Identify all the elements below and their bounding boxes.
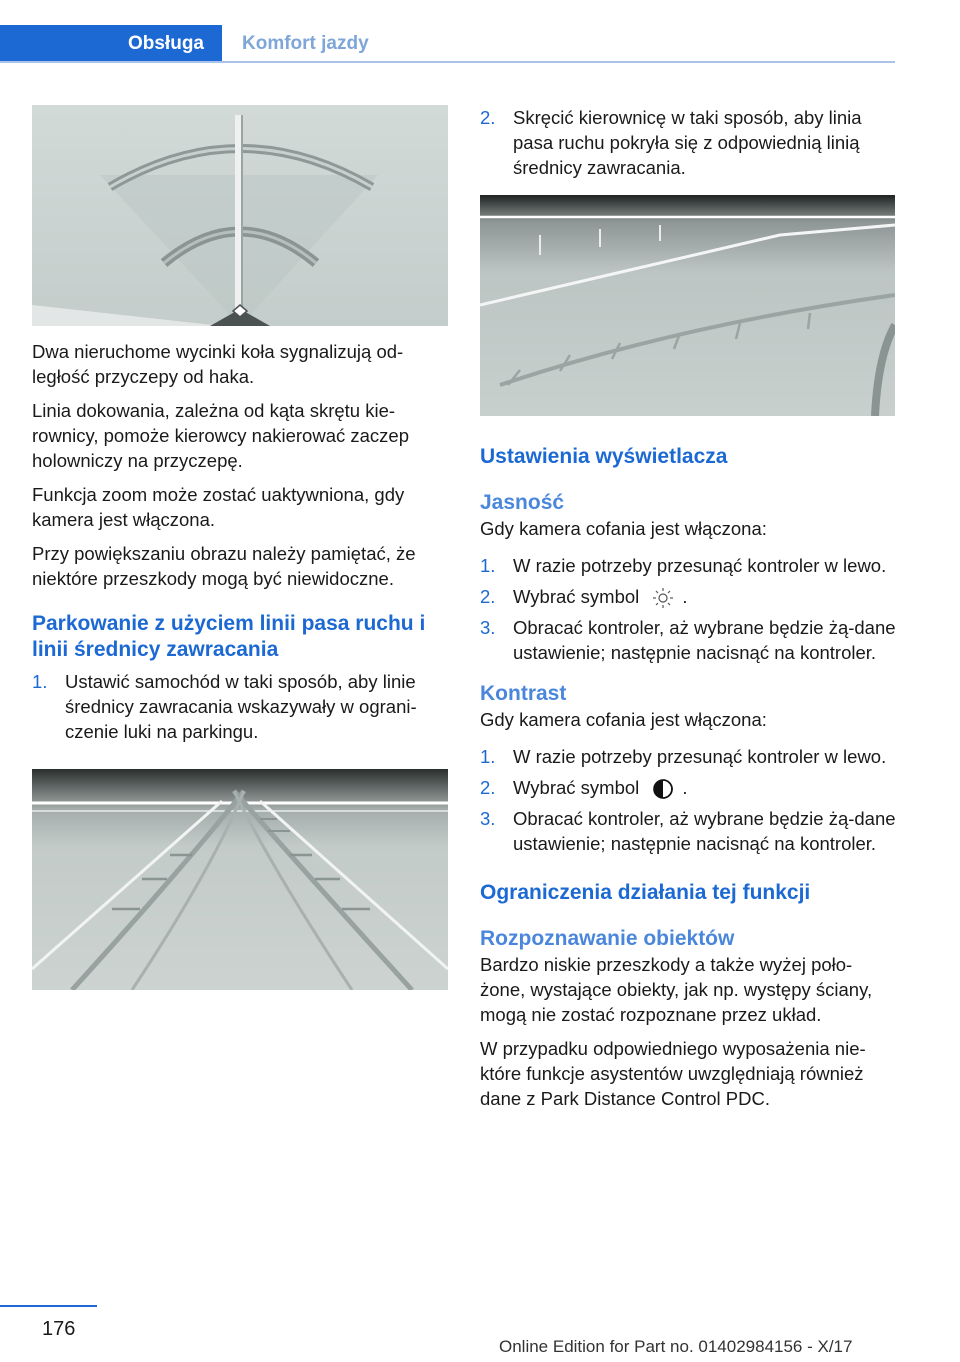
brightness-step-1: 1. W razie potrzeby przesunąć kontroler w lewo. [480,555,887,576]
heading-brightness: Jasność [480,491,565,514]
lane-line-figure [480,195,895,416]
paragraph-objects-1: Bardzo niskie przeszkody a także wyżej poło‐żone, wystające obiekty, jak np. występy ściany, mogą nie zostać rozpoznane przez układ. [480,954,873,1026]
paragraph-trailer-distance: Dwa nieruchome wycinki koła sygnalizują od‐ległość przyczepy od haka. [32,341,404,387]
edition-footer: Online Edition for Part no. 01402984156 - X/17 [499,1337,853,1356]
chapter-tabs [0,25,422,62]
heading-display-settings: Ustawienia wyświetlacza [480,445,728,468]
brightness-sun-icon [652,587,674,609]
hitch-sector-figure [32,105,448,326]
brightness-step-2: 2. Wybrać symbol . [480,584,896,609]
contrast-step-2: 2. Wybrać symbol . [480,775,896,800]
brightness-step-3: 3. Obracać kontroler, aż wybrane będzie żą‐dane ustawienie; następnie nacisnąć na kontroler. [480,617,896,664]
page-number: 176 [42,1318,76,1340]
list-item-step-1: 1. Ustawić samochód w taki sposób, aby linie średnicy zawracania wskazywały w ograni‐czenie luki na parkingu. [32,671,417,742]
right-step-2 [480,105,896,186]
paragraph-zoom: Funkcja zoom może zostać uaktywniona, gdy kamera jest włączona. [32,484,405,530]
turning-radius-figure [32,769,448,990]
paragraph-zoom-warning: Przy powiększaniu obrazu należy pamiętać, że niektóre przeszkody mogą być niewidoczne. [32,543,416,589]
brightness-intro: Gdy kamera cofania jest włączona: [480,518,767,539]
header-rule [0,61,895,63]
heading-object-detection: Rozpoznawanie obiektów [480,927,735,951]
list-item-step-2: 2. Skręcić kierownicę w taki sposób, aby linia pasa ruchu pokryła się z odpowiednią linią średnicy zawracania. [480,107,862,178]
paragraph-objects-2: W przypadku odpowiedniego wyposażenia nie‐które funkcje asystentów uwzględniają również dane z Park Distance Control PDC. [480,1038,866,1110]
heading-parking-lines: Parkowanie z użyciem linii pasa ruchu i linii średnicy zawracania [32,612,426,661]
contrast-step-1: 1. W razie potrzeby przesunąć kontroler w lewo. [480,746,887,768]
contrast-step-3: 3. Obracać kontroler, aż wybrane będzie żą‐dane ustawienie; następnie nacisnąć na kontroler. [480,808,896,855]
heading-contrast: Kontrast [480,682,567,706]
contrast-intro: Gdy kamera cofania jest włączona: [480,709,767,731]
page-number-rule [0,1305,97,1307]
contrast-half-circle-icon [652,778,674,800]
heading-function-limits: Ograniczenia działania tej funkcji [480,881,811,905]
tab-obsluga[interactable]: Obsługa [0,25,222,62]
paragraph-docking-line: Linia dokowania, zależna od kąta skrętu kie‐rownicy, pomoże kierowcy nakierować zaczep holowniczy na przyczepę. [32,400,410,471]
right-text-column [480,444,896,1120]
left-text-column [32,339,450,750]
tab-komfort-jazdy[interactable]: Komfort jazdy [242,32,369,54]
